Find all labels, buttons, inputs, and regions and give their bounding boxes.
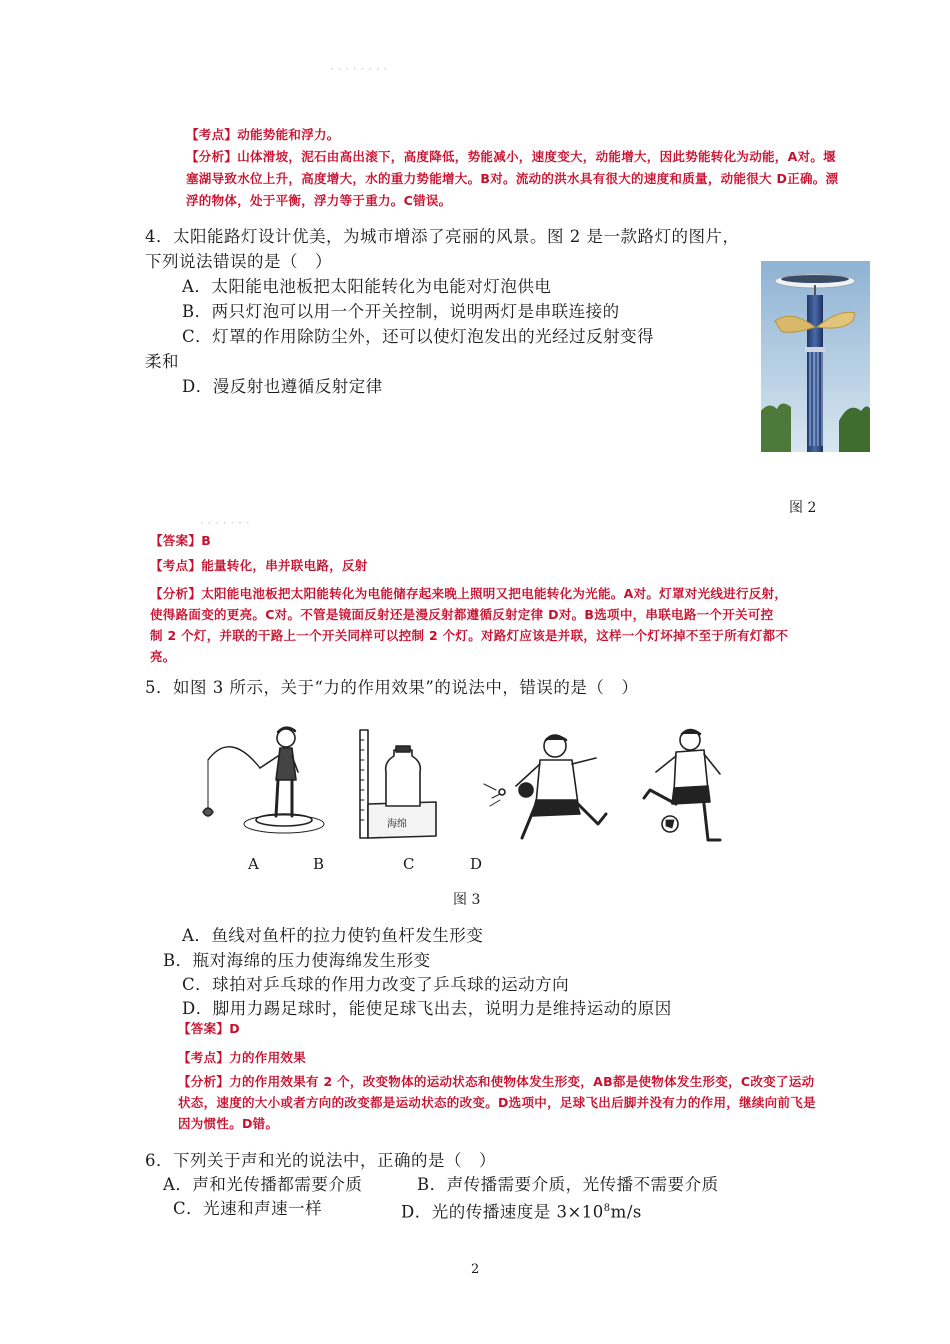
- q4-option-c-line1: C．灯罩的作用除防尘外，还可以使灯泡发出的光经过反射变得: [182, 327, 655, 346]
- faded-watermark-text: · · · · · · · ·: [330, 62, 388, 76]
- q4-option-d: D．漫反射也遵循反射定律: [182, 377, 383, 396]
- q4-stem-line1: 4．太阳能路灯设计优美，为城市增添了亮丽的风景。图 2 是一款路灯的图片，: [145, 227, 740, 246]
- q3-fenxi: 【分析】山体滑坡，泥石由高出滚下，高度降低，势能减小，速度变大，动能增大，因此势能转化为动能，A对。堰塞湖导致水位上升，高度增大，水的重力势能增大。B对。流动的洪水具有很大的速度和质量，动能很大 D正确。漂浮的物体，处于平衡，浮力等于重力。C错误。: [186, 149, 839, 208]
- q6-option-d: [401, 1196, 642, 1225]
- q5-option-b: B．瓶对海绵的压力使海绵发生形变: [163, 951, 431, 970]
- q4-fenxi-line4: 亮。: [150, 649, 176, 664]
- figure-3-caption: 图 3: [453, 892, 481, 908]
- faded-watermark-text: · · · · · · ·: [200, 516, 250, 530]
- q6-option-b: B．声传播需要介质，光传播不需要介质: [417, 1175, 719, 1194]
- figure-2-caption: 图 2: [789, 500, 817, 516]
- q5-answer: 【答案】D: [178, 1021, 240, 1036]
- figure-3-label-a: A: [248, 855, 259, 873]
- q4-kaodian: 【考点】能量转化，串并联电路，反射: [150, 558, 368, 573]
- q6-option-d-unit: m/s: [610, 1202, 642, 1222]
- q6-stem: 6．下列关于声和光的说法中，正确的是（ ）: [145, 1151, 496, 1170]
- q5-fenxi-line1: 【分析】力的作用效果有 2 个，改变物体的运动状态和使物体发生形变，AB都是使物体发生形变，C改变了运动: [178, 1074, 815, 1089]
- q4-fenxi-line1: 【分析】太阳能电池板把太阳能转化为电能储存起来晚上照明又把电能转化为光能。A对。灯罩对光线进行反射，: [150, 586, 788, 601]
- q5-fenxi-line2: 状态，速度的大小或者方向的改变都是运动状态的改变。D选项中，足球飞出后脚并没有力的作用，继续向前飞是: [178, 1095, 816, 1110]
- q4-option-a: A．太阳能电池板把太阳能转化为电能对灯泡供电: [182, 277, 552, 296]
- figure-3-soccer-player: [644, 730, 720, 840]
- figure-3-sponge-label: 海绵: [387, 819, 407, 830]
- q5-option-a: A．鱼线对鱼杆的拉力使钓鱼杆发生形变: [182, 926, 484, 945]
- figure-3-label-d: D: [470, 855, 483, 873]
- q4-option-c-line2: 柔和: [145, 352, 179, 371]
- q4-fenxi-line2: 使得路面变的更亮。C对。不管是镜面反射还是漫反射都遵循反射定律 D对。B选项中，串联电路一个开关可控: [150, 607, 774, 622]
- figure-3-label-b: B: [313, 855, 325, 873]
- q6-option-d-text: D．光的传播速度是 3×10: [401, 1202, 604, 1222]
- figure-3-illustrations: [200, 720, 740, 852]
- figure-3-label-c: C: [403, 855, 415, 873]
- q4-answer: 【答案】B: [150, 533, 212, 548]
- q6-option-a: A．声和光传播都需要介质: [163, 1175, 363, 1194]
- q4-fenxi-line3: 制 2 个灯，并联的干路上一个开关同样可以控制 2 个灯。对路灯应该是并联，这样一个灯坏掉不至于所有灯都不: [150, 628, 789, 643]
- q5-option-c: C．球拍对乒乓球的作用力改变了乒乓球的运动方向: [182, 975, 570, 994]
- q5-stem: 5．如图 3 所示，关于“力的作用效果”的说法中，错误的是（ ）: [145, 678, 639, 697]
- q4-stem-line2: 下列说法错误的是（ ）: [145, 252, 332, 271]
- q6-option-d-exponent: 8: [603, 1203, 611, 1214]
- q6-option-c: C．光速和声速一样: [173, 1199, 323, 1218]
- q5-fenxi-line3: 因为惯性。D错。: [178, 1116, 279, 1131]
- page-number: 2: [471, 1262, 480, 1277]
- q3-kaodian: 【考点】动能势能和浮力。: [186, 127, 340, 142]
- q5-option-d: D．脚用力踢足球时，能使足球飞出去，说明力是维持运动的原因: [182, 999, 672, 1018]
- figure-3-table-tennis-player: [484, 735, 606, 838]
- q5-kaodian: 【考点】力的作用效果: [178, 1050, 307, 1065]
- figure-3-fisherman: [203, 728, 324, 833]
- figure-2-street-lamp-photo: [761, 261, 870, 452]
- q4-option-b: B．两只灯泡可以用一个开关控制，说明两灯是串联连接的: [182, 302, 620, 321]
